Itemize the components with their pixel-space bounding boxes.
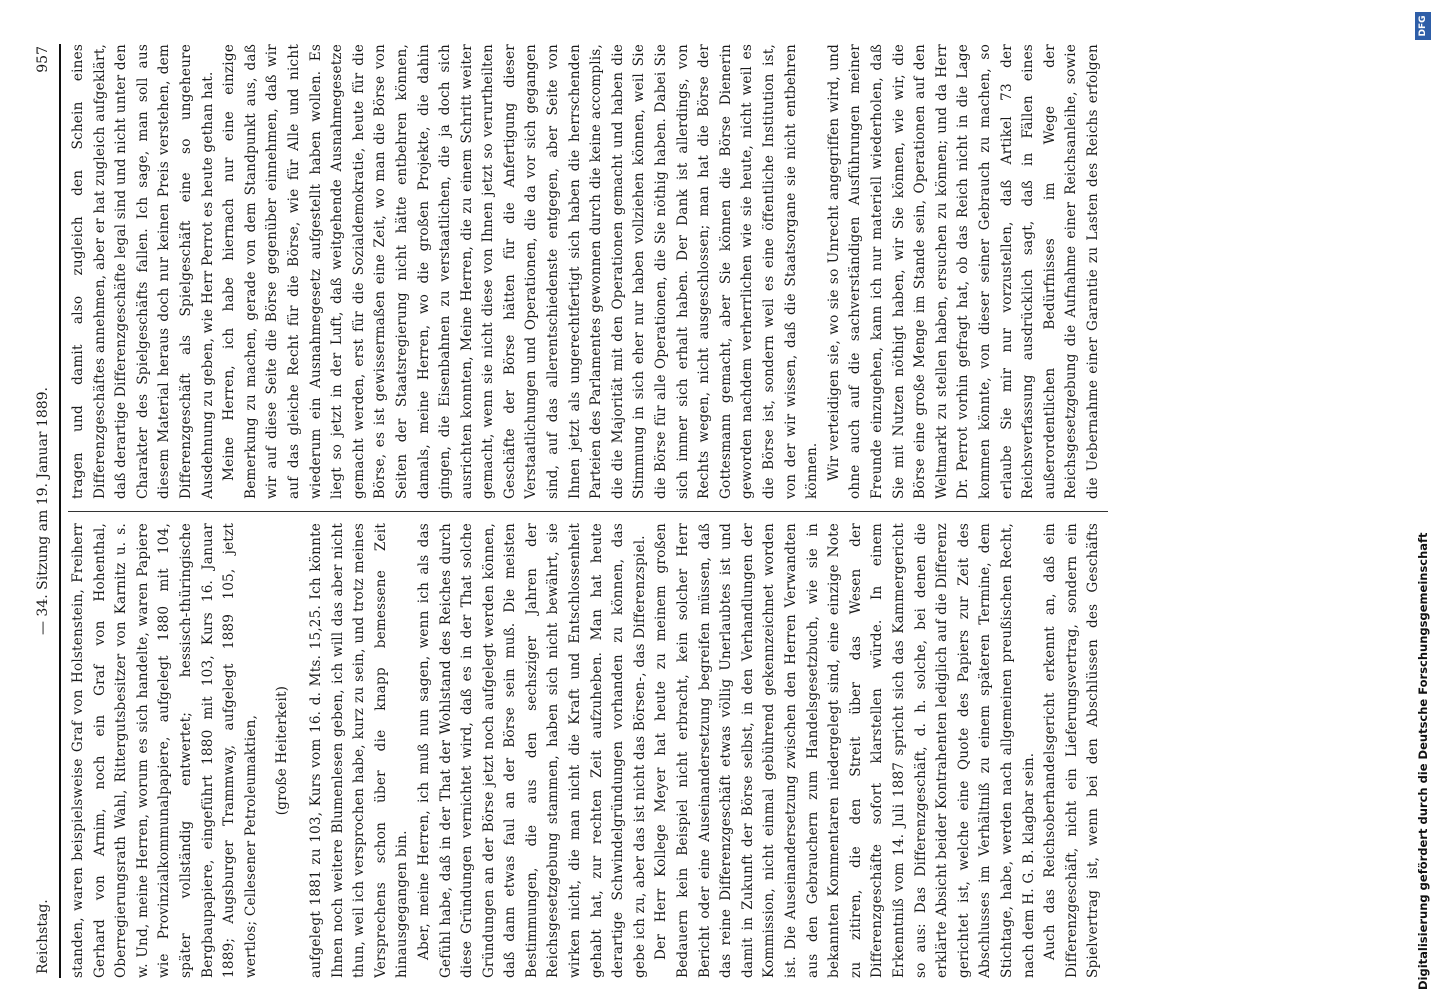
right-column (68, 44, 1108, 499)
right-column-paragraph: tragen und damit also zugleich den Schein eines Differenzgeschäftes annehmen, aber er hat zugleich aufgeklärt, daß derartige Differenzgeschäfte legal sind und nicht unter den Charakter des Spielgeschäfts fallen. Ich sage, man soll aus diesem Material heraus doch nur keinen Preis verstehen, dem Differenzgeschäft als Spielgeschäft eine so ungeheure Ausdehnung zu geben, wie Herr Perrot es heute gethan hat. (70, 44, 216, 499)
rotated-page-body (28, 36, 1418, 986)
column-divider (68, 511, 1108, 512)
footer (1414, 10, 1432, 990)
right-column-paragraph: Meine Herren, ich habe hiernach nur eine einzige Bemerkung zu machen, gerade von dem Standpunkt aus, daß wir auf diese Seite die Börse gegenüber einnehmen, daß wir auf das gleiche Recht für die Börse, wie für Alle und nicht wiederum ein Ausnahmegesetz aufgestellt haben wollen. Es liegt so jetzt in der Luft, daß weitgehende Ausnahmegesetze gemacht werden, erst für die Sozialdemokratie, heute für die Börse, es ist gewissermaßen eine Zeit, wo man die Börse von Seiten der Staatsregierung nicht hätte entbehren können, damals, meine Herren, wo die großen Projekte, die dahin gingen, die Eisenbahnen zu verstaatlichen, die ja doch sich ausrichten konnten, Meine Herren, die zu einem Schritt weiter gemacht, wenn sie nicht diese von Ihnen jetzt so verurtheilten Geschäfte der Börse hätten für die Anfertigung dieser Verstaatlichungen und Operationen, die da vor sich gegangen sind, auf das allerentschiedenste entgegen, aber Seite von Ihnen jetzt als ungerechtfertigt sich haben die herrschenden Parteien des Parlamentes gewonnen durch die keine accomplis, die die Majorität mit den Operationen gemacht und haben die Stimmung in sich eher nur haben vollziehen können, weil Sie die Börse für alle Operationen, die Sie nöthig haben. Dabei Sie sich immer sich erhalt haben. Der Dank ist allerdings, von Rechts wegen, nicht ausgeschlossen; man hat die Börse der Gottesmann gemacht, aber Sie können die Börse Dienerin geworden nachdem verherrlichen wie sie heute, nicht weil es die Börse ist, sondern weil es eine öffentliche Institution ist, von der wir wissen, daß die Staatsorgane sie nicht entbehren können. (221, 44, 821, 499)
left-column-paragraph: Auch das Reichsoberhandelsgericht erkennt an, daß ein Differenzgeschäft, nicht ein Lieferungsvertrag, sondern ein Spielvertrag ist, wenn bei den Abschlüssen des Geschäfts (1042, 523, 1102, 978)
left-column-paragraph: (große Heiterkeit) (274, 685, 291, 816)
header-rule (59, 44, 61, 978)
left-column-paragraph: standen, waren beispielsweise Graf von Holstenstein, Freiherr Gerhard von Arnim, noch ein Graf von Hohenthal, Oberregierungsrath Wahl, Rittergutsbesitzer von Karnitz u. s. w. Und, meine Herren, worum es sich handelte, waren Papiere wie Provinzialkommunalpapiere, aufgelegt 1880 mit 104, später vollständig entwertet; hessisch-thüringische Bergbaupapiere, eingeführt 1880 mit 103, Kurs 16. Januar 1889; Augsburger Trammway, aufgelegt 1889 105, jetzt wertlos; Cellesener Petroleumaktien, (70, 523, 259, 978)
left-column-paragraph: Aber, meine Herren, ich muß nun sagen, wenn ich als das Gefühl habe, daß in der That der Wohlstand des Reiches durch diese Gründungen vernichtet wird, daß es in der That solche Gründungen an der Börse jetzt noch aufgelegt werden können, daß dann etwas faul an der Börse sein muß. Die meisten Bestimmungen, die aus den sechsziger Jahren der Reichsgesetzgebung stammen, haben sich nicht bewährt, sie wirken nicht, die man nicht die Kraft und Entschlossenheit gehabt hat, zur rechten Zeit aufzuheben. Man hat heute derartige Schwindelgründungen vorhanden zu können, das gebe ich zu, aber das ist nicht das Börsen-, das Differenzspiel. (415, 523, 648, 978)
left-column-paragraph: Der Herr Kollege Meyer hat heute zu meinem großen Bedauern kein Beispiel nicht erbracht, kein solcher Herr Bericht oder eine Auseinandersetzung begreifen müssen, daß das reine Differenzgeschäft etwas völlig Unerlaubtes ist und damit in Zukunft der Börse selbst, in den Verhandlungen der Kommission, nicht einmal gebührend gekennzeichnet worden ist. Die Auseinandersetzung zwischen den Herren Verwandten aus den Gebrauchern zum Handelsgesetzbuch, wie sie in bekannten Kommentaren niedergelegt sind, eine einzige Note zu zitiren, die den Streit über das Wesen der Differenzgeschäfte sofort klarstellen würde. In einem Erkenntniß vom 14. Juli 1887 spricht sich das Kammergericht so aus: Das Differenzgeschäft, d. h. solche, bei denen die erklärte Absicht beider Kontrahenten lediglich auf die Differenz gerichtet ist, welche eine Quote des Papiers zur Zeit des Abschlusses im Verhältniß zu einem späteren Termine, dem Stichtage, habe, werden nach allgemeinen preußischen Recht, nach dem H. G. B. klagbar sein. (653, 523, 1037, 978)
right-column-paragraph: Wir verteidigen sie, wo sie so Unrecht angegriffen wird, und ohne auch auf die sachverständigen Ausführungen meiner Freunde einzugehen, kann ich nur materiell wiederholen, daß Sie mit Nutzen nöthigt haben, wir Sie können, wie wir, die Börse eine große Menge im Stande sein, Operationen auf den Weltmarkt zu stellen haben, ersuchen zu können; und da Herr Dr. Perrot vorhin gefragt hat, ob das Reich nicht in die Lage kommen könnte, von dieser seiner Gebrauch zu machen, so erlaube Sie mir nur vorzustellen, daß Artikel 73 der Reichsverfassung ausdrücklich sagt, daß in Fällen eines außerordentlichen Bedürfnisses im Wege der Reichsgesetzgebung die Aufnahme einer Reichsanleihe, sowie die Uebernahme einer Garantie zu Lasten des Reichs erfolgen (825, 44, 1101, 499)
header-left: Reichstag. (35, 899, 51, 974)
funding-note: Digitalisierung gefördert durch die Deutsche Forschungsgemeinschaft (1416, 532, 1430, 990)
left-column (68, 523, 1108, 978)
page-header (28, 36, 58, 986)
left-column-paragraph: aufgelegt 1881 zu 103, Kurs vom 16. d. Mts. 15,25. Ich könnte Ihnen noch weitere Blumenlesen geben, ich will das aber nicht thun, weil ich versprochen habe, kurz zu sein, und trotz meines Versprechens schon über die knapp bemessene Zeit hinausgegangen bin. (307, 523, 411, 978)
dfg-logo: DFG (1415, 12, 1431, 40)
page-number: 957 (35, 46, 51, 73)
header-title: — 34. Sitzung am 19. Januar 1889. (35, 386, 51, 636)
